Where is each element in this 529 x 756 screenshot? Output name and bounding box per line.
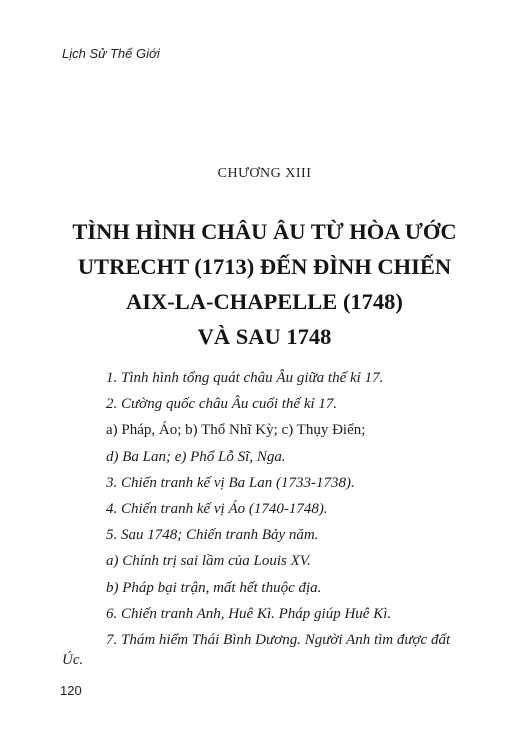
chapter-outline — [62, 368, 472, 670]
outline-item: a) Chính trị sai lầm của Louis XV. — [106, 553, 311, 570]
outline-item: 7. Thám hiểm Thái Bình Dương. Người Anh tìm được đất Úc. — [62, 631, 451, 668]
running-header: Lịch Sử Thế Giới — [62, 46, 160, 61]
chapter-title-line: TÌNH HÌNH CHÂU ÂU TỪ HÒA ƯỚC — [72, 219, 457, 244]
outline-item: 2. Cường quốc châu Âu cuối thế kỉ 17. — [106, 396, 338, 413]
chapter-title-line: AIX-LA-CHAPELLE (1748) — [126, 289, 403, 314]
chapter-title-line: VÀ SAU 1748 — [197, 324, 332, 349]
outline-item: 6. Chiến tranh Anh, Huê Kì. Pháp giúp Huê Kì. — [106, 605, 392, 622]
outline-item: 4. Chiến tranh kế vị Áo (1740-1748). — [106, 500, 328, 517]
page-number: 120 — [60, 683, 82, 698]
outline-item: d) Ba Lan; e) Phổ Lỗ Sĩ, Nga. — [106, 448, 286, 465]
chapter-title — [40, 214, 489, 354]
chapter-label: CHƯƠNG XIII — [217, 166, 312, 181]
outline-item: 3. Chiến tranh kế vị Ba Lan (1733-1738). — [106, 474, 355, 491]
outline-item: b) Pháp bại trận, mất hết thuộc địa. — [106, 579, 322, 596]
outline-item: 5. Sau 1748; Chiến tranh Bảy năm. — [106, 527, 319, 544]
outline-item: 1. Tình hình tổng quát châu Âu giữa thế kỉ 17. — [106, 370, 384, 386]
chapter-title-line: UTRECHT (1713) ĐẾN ĐÌNH CHIẾN — [77, 254, 452, 279]
outline-item: a) Pháp, Áo; b) Thổ Nhĩ Kỳ; c) Thụy Điển; — [106, 422, 366, 439]
